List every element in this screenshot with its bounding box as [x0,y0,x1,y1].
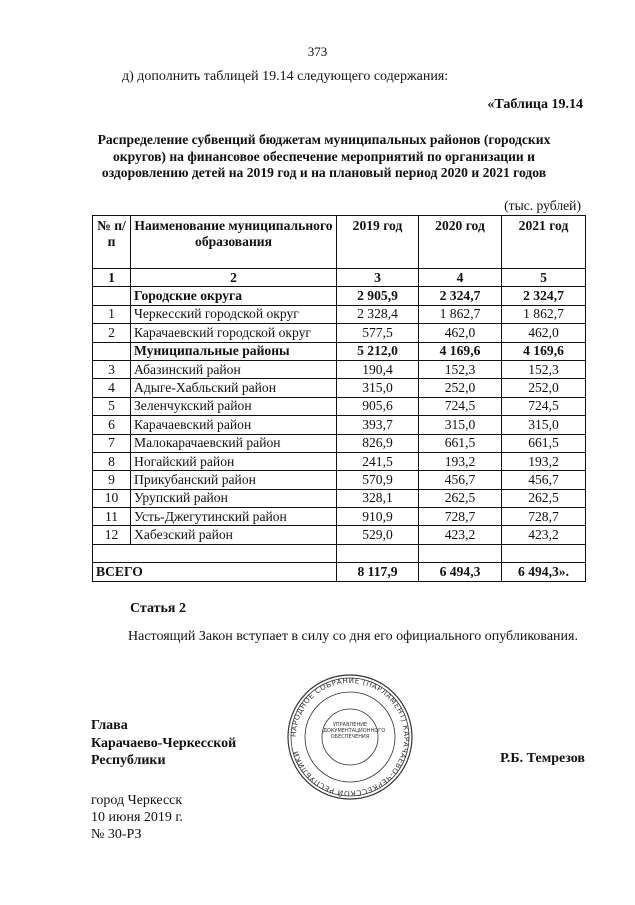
col-number: 1 [93,269,131,287]
col-number: 4 [419,269,502,287]
row-2019: 529,0 [337,526,419,544]
row-2019: 190,4 [337,360,419,378]
article-text: Настоящий Закон вступает в силу со дня его официального опубликования. [128,629,578,644]
table-row [93,434,586,452]
row-name: Зеленчукский район [131,397,337,415]
row-2020: 728,7 [419,508,502,526]
row-number: 11 [93,508,131,526]
row-name: Адыге-Хабльский район [131,379,337,397]
row-name: Усть-Джегутинский район [131,508,337,526]
row-number: 5 [93,397,131,415]
row-2019: 328,1 [337,489,419,507]
table-row [93,452,586,470]
signatory-title-line: Республики [91,753,166,768]
row-2021: 252,0 [502,379,586,397]
row-2021: 724,5 [502,397,586,415]
row-2019: 315,0 [337,379,419,397]
table-empty-row [93,544,586,562]
row-name: Муниципальные районы [131,342,337,360]
row-2021: 1 862,7 [502,305,586,323]
row-2019: 826,9 [337,434,419,452]
signatory-title [91,717,236,770]
row-name: Городские округа [131,287,337,305]
row-2020: 252,0 [419,379,502,397]
signatory-name: Р.Б. Темрезов [500,751,585,766]
article-title: Статья 2 [130,601,186,616]
row-number [93,342,131,360]
row-2021: 4 169,6 [502,342,586,360]
row-number: 6 [93,416,131,434]
row-2020: 1 862,7 [419,305,502,323]
row-2019: 393,7 [337,416,419,434]
table-row [93,305,586,323]
row-2019: 905,6 [337,397,419,415]
row-name: Хабезский район [131,526,337,544]
col-number: 3 [337,269,419,287]
row-2021: 2 324,7 [502,287,586,305]
row-2021: 661,5 [502,434,586,452]
header-num: № п/п [93,216,131,269]
header-2019: 2019 год [337,216,419,269]
row-2019: 570,9 [337,471,419,489]
header-name: Наименование муниципального образования [131,216,337,269]
table-row [93,397,586,415]
row-number [93,287,131,305]
table-header-row [93,216,586,269]
row-2020: 152,3 [419,360,502,378]
row-2019: 241,5 [337,452,419,470]
row-2019: 2 328,4 [337,305,419,323]
row-name: Прикубанский район [131,471,337,489]
row-name: Карачаевский городской округ [131,324,337,342]
row-number: 7 [93,434,131,452]
row-number: 4 [93,379,131,397]
date: 10 июня 2019 г. [91,810,184,826]
row-2020: 661,5 [419,434,502,452]
row-name: Малокарачаевский район [131,434,337,452]
column-number-row [93,269,586,287]
row-2020: 724,5 [419,397,502,415]
row-name: Черкесский городской округ [131,305,337,323]
intro-text: д) дополнить таблицей 19.14 следующего содержания: [122,69,449,84]
city: город Черкесск [91,793,183,808]
row-2021: 423,2 [502,526,586,544]
table-row [93,287,586,305]
row-2021: 462,0 [502,324,586,342]
row-2021: 152,3 [502,360,586,378]
table-title: Распределение субвенций бюджетам муниципальных районов (городских округов) на финансовое обеспечение мероприятий по организации и оздоровлению детей на 2019 год и на плановый период 2020 и 2021 годов [97,132,551,180]
total-2020: 6 494,3 [419,562,502,581]
row-number: 8 [93,452,131,470]
row-name: Урупский район [131,489,337,507]
total-2019: 8 117,9 [337,562,419,581]
row-2021: 456,7 [502,471,586,489]
row-number: 10 [93,489,131,507]
row-number: 1 [93,305,131,323]
row-2020: 262,5 [419,489,502,507]
row-name: Ногайский район [131,452,337,470]
row-number: 3 [93,360,131,378]
row-2021: 315,0 [502,416,586,434]
total-2021: 6 494,3». [502,562,586,581]
row-2019: 2 905,9 [337,287,419,305]
row-2020: 423,2 [419,526,502,544]
row-2020: 4 169,6 [419,342,502,360]
table-label: «Таблица 19.14 [487,97,583,112]
table-row [93,416,586,434]
row-2020: 2 324,7 [419,287,502,305]
subvention-table [92,215,586,582]
seal-outer-text: НАРОДНОЕ СОБРАНИЕ (ПАРЛАМЕНТ) КАРАЧАЕВО-ЧЕРКЕССКОЙ РЕСПУБЛИКИ [288,675,412,799]
table-row [93,489,586,507]
page-number: 373 [307,44,328,59]
table-row [93,526,586,544]
official-seal-icon [285,672,415,802]
row-2020: 456,7 [419,471,502,489]
table-total-row [93,562,586,581]
total-label: ВСЕГО [93,562,337,581]
seal-inner-text: УПРАВЛЕНИЕ ДОКУМЕНТАЦИОННОГО ОБЕСПЕЧЕНИЯ [323,722,386,740]
table-row [93,508,586,526]
row-2020: 462,0 [419,324,502,342]
place-date-block [91,792,183,844]
row-2021: 262,5 [502,489,586,507]
row-name: Карачаевский район [131,416,337,434]
row-2021: 728,7 [502,508,586,526]
row-2019: 910,9 [337,508,419,526]
col-number: 2 [131,269,337,287]
header-2021: 2021 год [502,216,586,269]
table-row [93,360,586,378]
row-number: 9 [93,471,131,489]
signatory-title-line: Карачаево-Черкесской [91,735,237,751]
table-row [93,379,586,397]
row-2019: 5 212,0 [337,342,419,360]
row-2019: 577,5 [337,324,419,342]
table-row [93,471,586,489]
row-2021: 193,2 [502,452,586,470]
law-number: № 30-РЗ [91,827,142,843]
col-number: 5 [502,269,586,287]
header-2020: 2020 год [419,216,502,269]
row-2020: 193,2 [419,452,502,470]
row-2020: 315,0 [419,416,502,434]
table-row [93,324,586,342]
table-row [93,342,586,360]
signatory-title-line: Глава [91,718,128,733]
row-number: 2 [93,324,131,342]
units-label: (тыс. рублей) [504,198,581,213]
row-name: Абазинский район [131,360,337,378]
row-number: 12 [93,526,131,544]
